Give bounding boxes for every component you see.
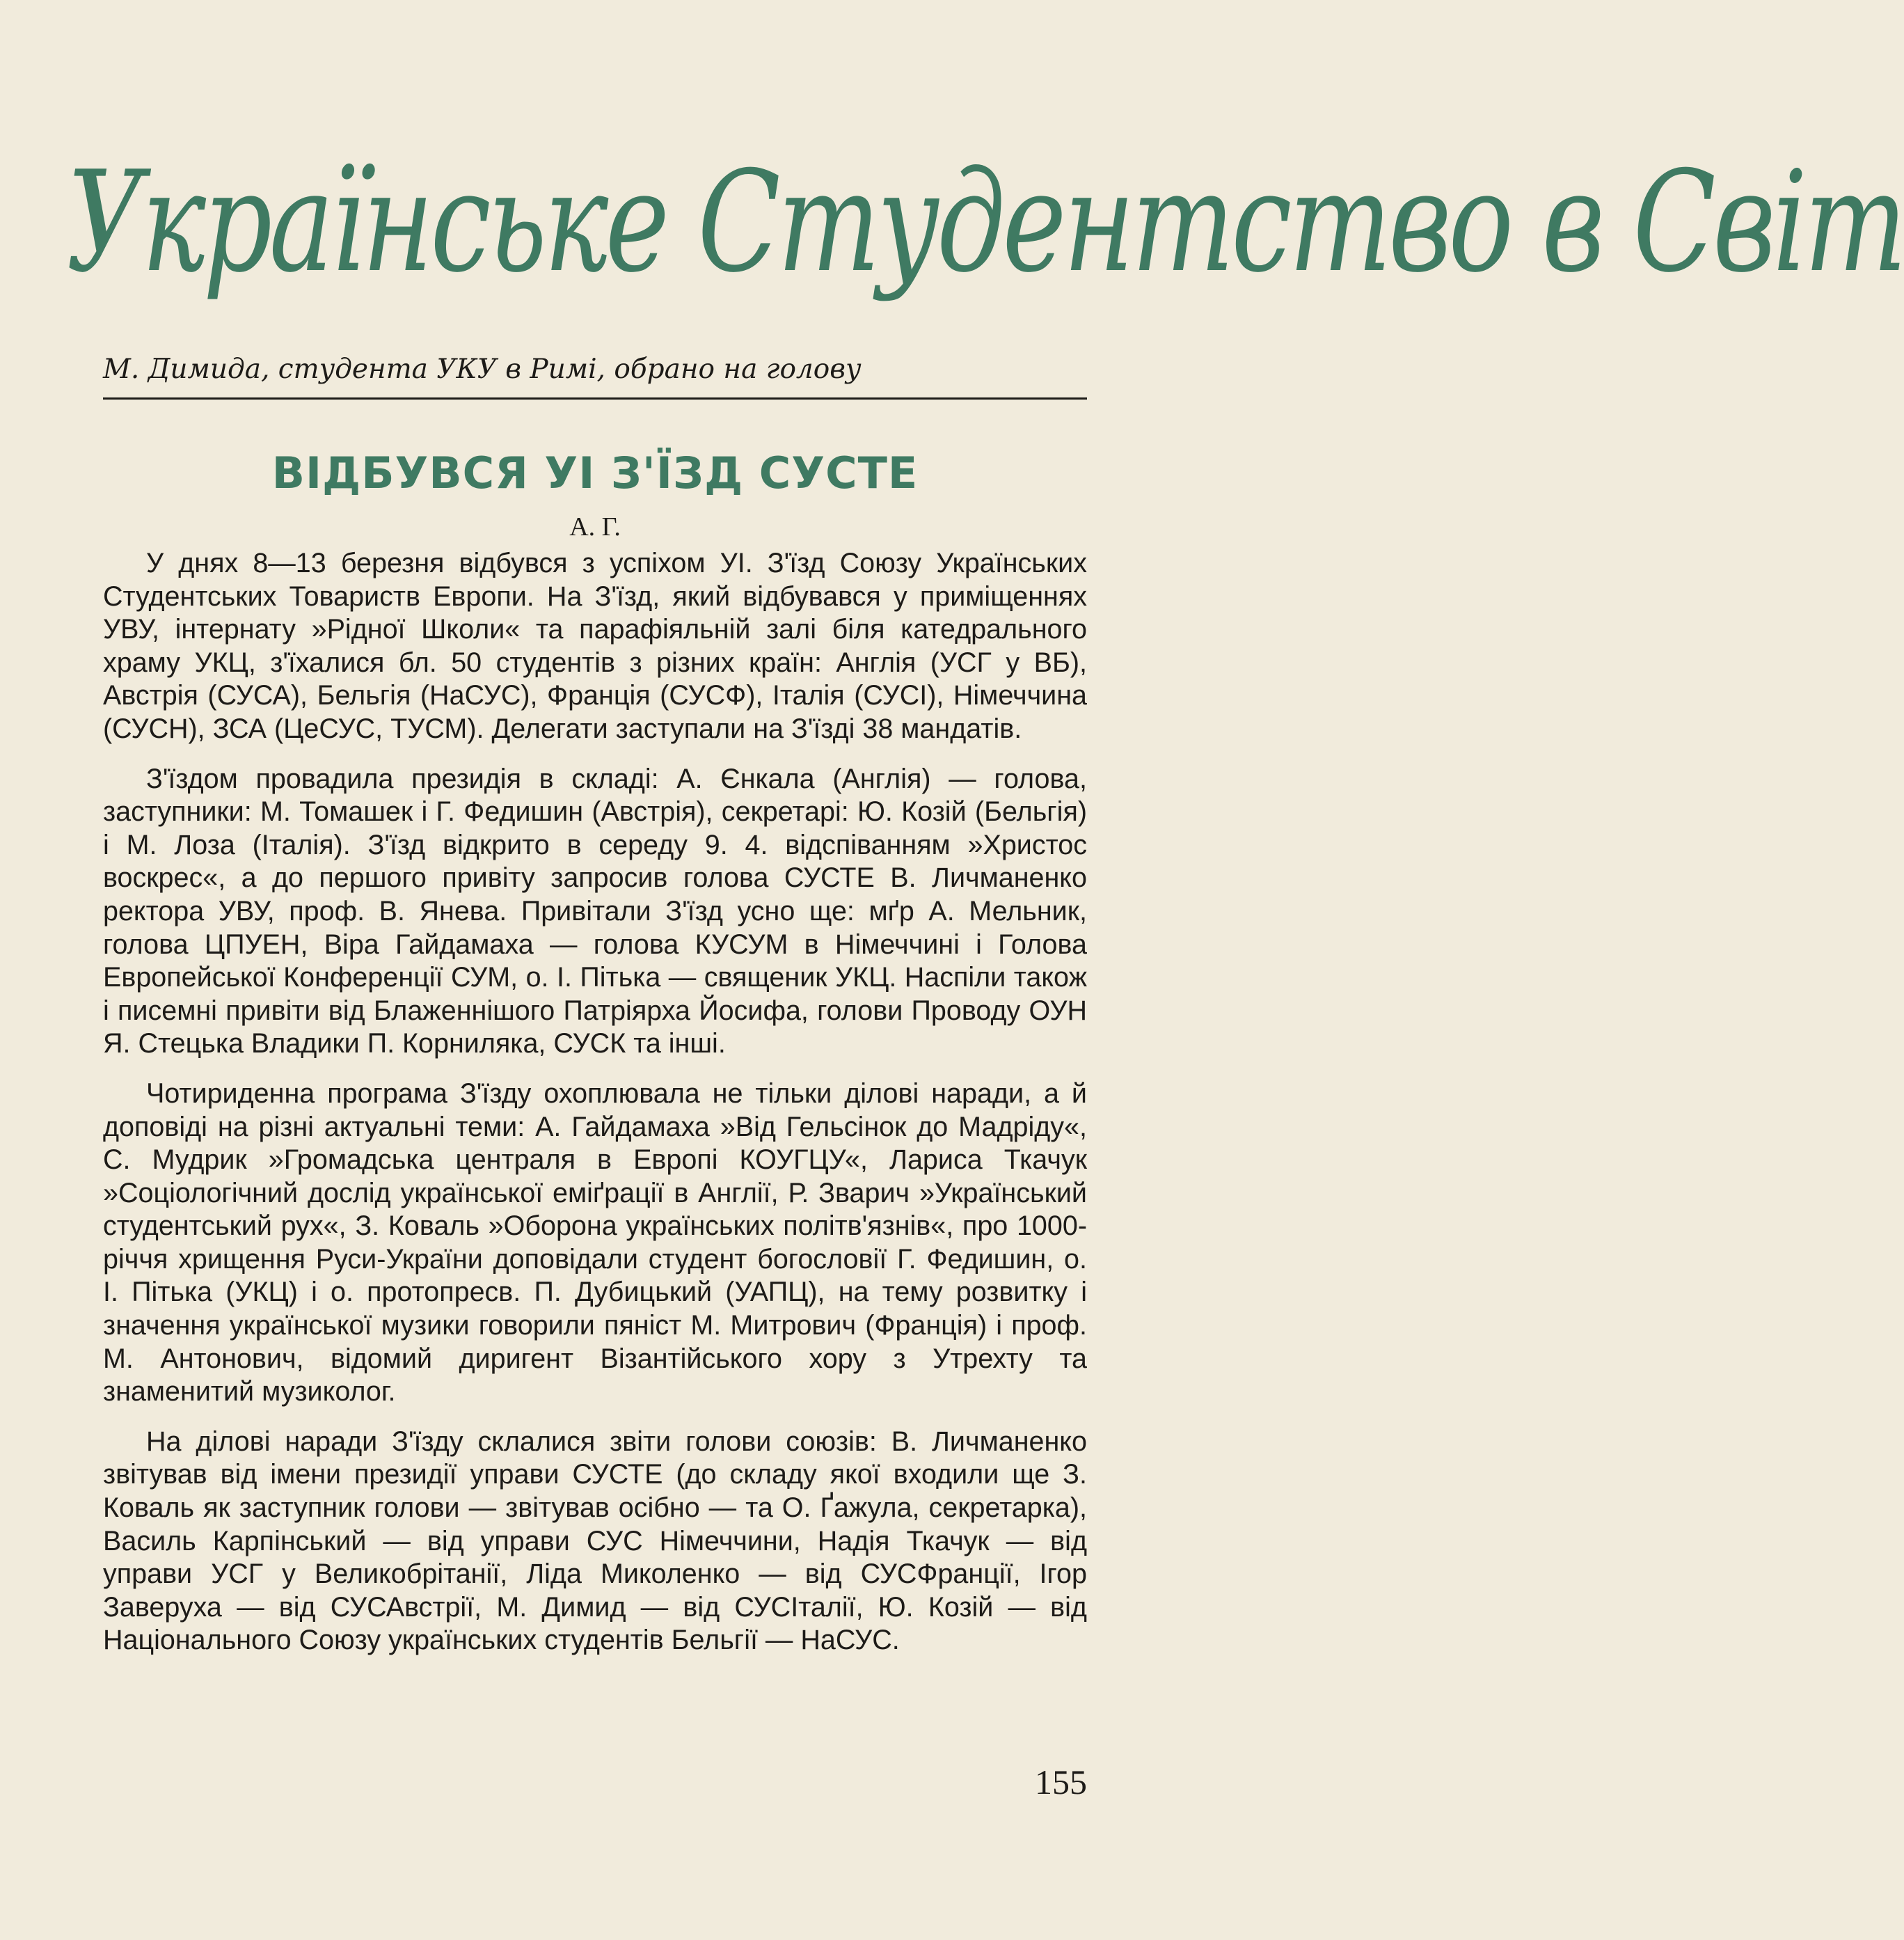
divider-rule: [103, 397, 1087, 400]
paragraph-2: З'їздом провадила президія в складі: А. Єнкала (Англія) — голова, заступники: М. Томашек і Г. Федишин (Австрія), секретарі: Ю. Козій (Бельгія) і М. Лоза (Італія). З'їзд відкрито в середу 9. 4. відспіванням »Христос воскрес«, а до першого привіту запросив голова СУСТЕ В. Личманенко ректора УВУ, проф. В. Янева. Привітали З'їзд усно ще: мґр А. Мельник, голова ЦПУЕН, Віра Гайдамаха — голова КУСУМ в Німеччині і Голова Европейської Конференції СУМ, о. І. Пітька — священик УКЦ. Наспіли також і писемні привіти від Блаженнішого Патріярха Йосифа, голови Проводу ОУН Я. Стецька Владики П. Корниляка, СУСК та інші.: [103, 763, 1087, 1059]
subheadline: М. Димида, студента УКУ в Римі, обрано на голову: [103, 354, 862, 385]
paragraph-3: Чотириденна програма З'їзду охоплювала не тільки ділові наради, а й доповіді на різні актуальні теми: А. Гайдамаха »Від Гельсінок до Мадріду«, С. Мудрик »Громадська централя в Европі КОУГЦУ«, Лариса Ткачук »Соціологічний дослід української еміґрації в Англії, Р. Зварич »Український студентський рух«, З. Коваль »Оборона українських політв'язнів«, про 1000-річчя хрищення Руси-України доповідали студент богословії Г. Федишин, о. І. Пітька (УКЦ) і о. протопресв. П. Дубицький (УАПЦ), на тему розвитку і значення української музики говорили пяніст М. Митрович (Франція) і проф. М. Антонович, відомий диригент Візантійського хору з Утрехту та знаменитий музиколог.: [103, 1078, 1087, 1407]
paragraph-4: На ділові наради З'їзду склалися звіти голови союзів: В. Личманенко звітував від імени президії управи СУСТЕ (до складу якої входили ще З. Коваль як заступник голови — звітував осібно — та О. Ґажула, секретарка), Василь Карпінський — від управи СУС Німеччини, Надія Ткачук — від управи УСГ у Великобрітанії, Ліда Миколенко — від СУСФранції, Ігор Заверуха — від СУСАвстрії, М. Димид — від СУСІталії, Ю. Козій — від Національного Союзу українських студентів Бельгії — НаСУС.: [103, 1426, 1087, 1656]
paragraph-1: У днях 8—13 березня відбувся з успіхом УІ. З'їзд Союзу Українських Студентських Товариств Европи. На З'їзд, який відбувався у приміщеннях УВУ, інтернату »Рідної Школи« та парафіяльній залі біля катедрального храму УКЦ, з'їхалися бл. 50 студентів з різних країн: Англія (УСГ у ВБ), Австрія (СУСА), Бельгія (НаСУС), Франція (СУСФ), Італія (СУСІ), Німеччина (СУСН), ЗСА (ЦеСУС, ТУСМ). Делегати заступали на З'їзді 38 мандатів.: [103, 548, 1087, 744]
masthead-title: Українське Студентство в Світ: [66, 141, 1904, 303]
page-number: 155: [1035, 1762, 1087, 1801]
article-body: [103, 547, 1087, 1674]
article-headline: ВІДБУВСЯ УІ З'ЇЗД СУСТЕ: [271, 448, 919, 498]
byline: А. Г.: [569, 512, 621, 542]
